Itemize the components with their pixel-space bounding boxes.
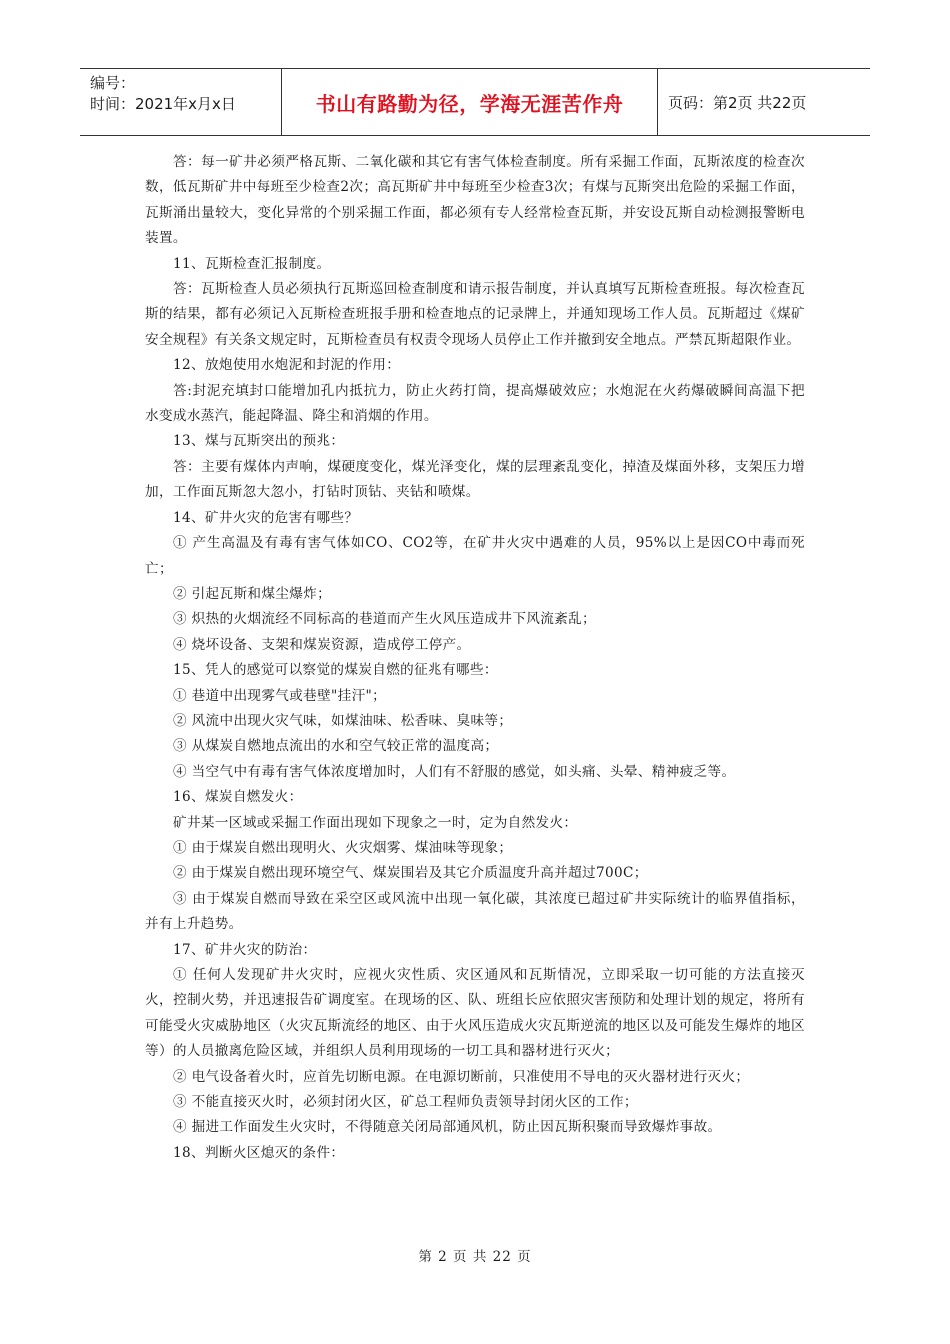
- paragraph: ④ 掘进工作面发生火灾时，不得随意关闭局部通风机，防止因瓦斯积聚而导致爆炸事故。: [173, 1119, 722, 1136]
- paragraph: 答：每一矿井必须严格瓦斯、二氧化碳和其它有害气体检查制度。所有采掘工作面，瓦斯浓度的检查次数，低瓦斯矿井中每班至少检查2次；高瓦斯矿井中每班至少检查3次；有煤与瓦斯突出危险的采掘工作面，瓦斯涌出量较大，变化异常的个别采掘工作面，都必须有专人经常检查瓦斯，并安设瓦斯自动检测报警断电装置。: [145, 154, 805, 247]
- paragraph: ③ 从煤炭自燃地点流出的水和空气较正常的温度高；: [173, 738, 499, 755]
- paragraph: ① 巷道中出现雾气或巷壁"挂汗"；: [173, 687, 387, 704]
- paragraph: ① 由于煤炭自燃出现明火、火灾烟雾、煤油味等现象；: [173, 839, 513, 856]
- paragraph: ① 任何人发现矿井火灾时，应视火灾性质、灾区通风和瓦斯情况，立即采取一切可能的方法直接灭火，控制火势，并迅速报告矿调度室。在现场的区、队、班组长应依照灾害预防和处理计划的规定，将所有可能受火灾威胁地区（火灾瓦斯流经的地区、由于火风压造成火灾瓦斯逆流的地区以及可能发生爆炸的地区等）的人员撤离危险区域，并组织人员利用现场的一切工具和器材进行灭火；: [145, 967, 805, 1060]
- paragraph: ③ 不能直接灭火时，必须封闭火区，矿总工程师负责领导封闭火区的工作；: [173, 1094, 638, 1111]
- document-body: [145, 150, 805, 1166]
- paragraph: ④ 当空气中有毒有害气体浓度增加时，人们有不舒服的感觉，如头痛、头晕、精神疲乏等。: [173, 763, 736, 780]
- paragraph: 答:封泥充填封口能增加孔内抵抗力，防止火药打筒，提高爆破效应；水炮泥在火药爆破瞬间高温下把水变成水蒸汽，能起降温、降尘和消烟的作用。: [145, 382, 805, 425]
- paragraph: 12、放炮使用水炮泥和封泥的作用：: [173, 357, 401, 374]
- paragraph: 答：主要有煤体内声响，煤硬度变化，煤光泽变化，煤的层理紊乱变化，掉渣及煤面外移，支架压力增加，工作面瓦斯忽大忽小，打钻时顶钻、夹钻和喷煤。: [145, 458, 805, 501]
- paragraph: ④ 烧坏设备、支架和煤炭资源，造成停工停产。: [173, 636, 471, 653]
- page-header: [80, 68, 870, 136]
- paragraph: ② 风流中出现火灾气味，如煤油味、松香味、臭味等；: [173, 712, 513, 729]
- paragraph: 16、煤炭自燃发火：: [173, 789, 303, 806]
- document-date: 时间：2021年x月x日: [90, 95, 236, 113]
- paragraph: 矿井某一区域或采掘工作面出现如下现象之一时，定为自然发火：: [173, 814, 578, 831]
- paragraph: ② 由于煤炭自燃出现环境空气、煤炭围岩及其它介质温度升高并超过700C；: [173, 865, 648, 882]
- paragraph: 15、凭人的感觉可以察觉的煤炭自燃的征兆有哪些：: [173, 662, 498, 679]
- paragraph: 18、判断火区熄灭的条件：: [173, 1144, 345, 1161]
- paragraph: ③ 炽热的火烟流经不同标高的巷道而产生火风压造成井下风流紊乱；: [173, 611, 596, 628]
- paragraph: ① 产生高温及有毒有害气体如CO、CO2等，在矿井火灾中遇难的人员，95%以上是因CO中毒而死亡；: [145, 535, 805, 577]
- header-meta: [80, 69, 282, 135]
- paragraph: 13、煤与瓦斯突出的预兆：: [173, 433, 345, 450]
- paragraph: 11、瓦斯检查汇报制度。: [173, 255, 331, 272]
- header-page-info: 页码：第2页 共22页: [668, 93, 807, 112]
- page-footer: 第 2 页 共 22 页: [418, 1249, 532, 1265]
- paragraph: 14、矿井火灾的危害有哪些？: [173, 509, 359, 526]
- paragraph: ② 电气设备着火时，应首先切断电源。在电源切断前，只准使用不导电的灭火器材进行灭火；: [173, 1068, 750, 1085]
- paragraph: 17、矿井火灾的防治：: [173, 941, 317, 958]
- document-number: 编号：: [90, 74, 136, 92]
- header-motto: 书山有路勤为径，学海无涯苦作舟: [282, 69, 658, 135]
- paragraph: ② 引起瓦斯和煤尘爆炸；: [173, 585, 332, 602]
- paragraph: 答：瓦斯检查人员必须执行瓦斯巡回检查制度和请示报告制度，并认真填写瓦斯检查班报。每次检查瓦斯的结果，都有必须记入瓦斯检查班报手册和检查地点的记录牌上，并通知现场工作人员。瓦斯超过《煤矿安全规程》有关条文规定时，瓦斯检查员有权责令现场人员停止工作并撤到安全地点。严禁瓦斯超限作业。: [145, 281, 805, 348]
- paragraph: ③ 由于煤炭自燃而导致在采空区或风流中出现一氧化碳，其浓度已超过矿井实际统计的临界值指标，并有上升趋势。: [145, 890, 805, 933]
